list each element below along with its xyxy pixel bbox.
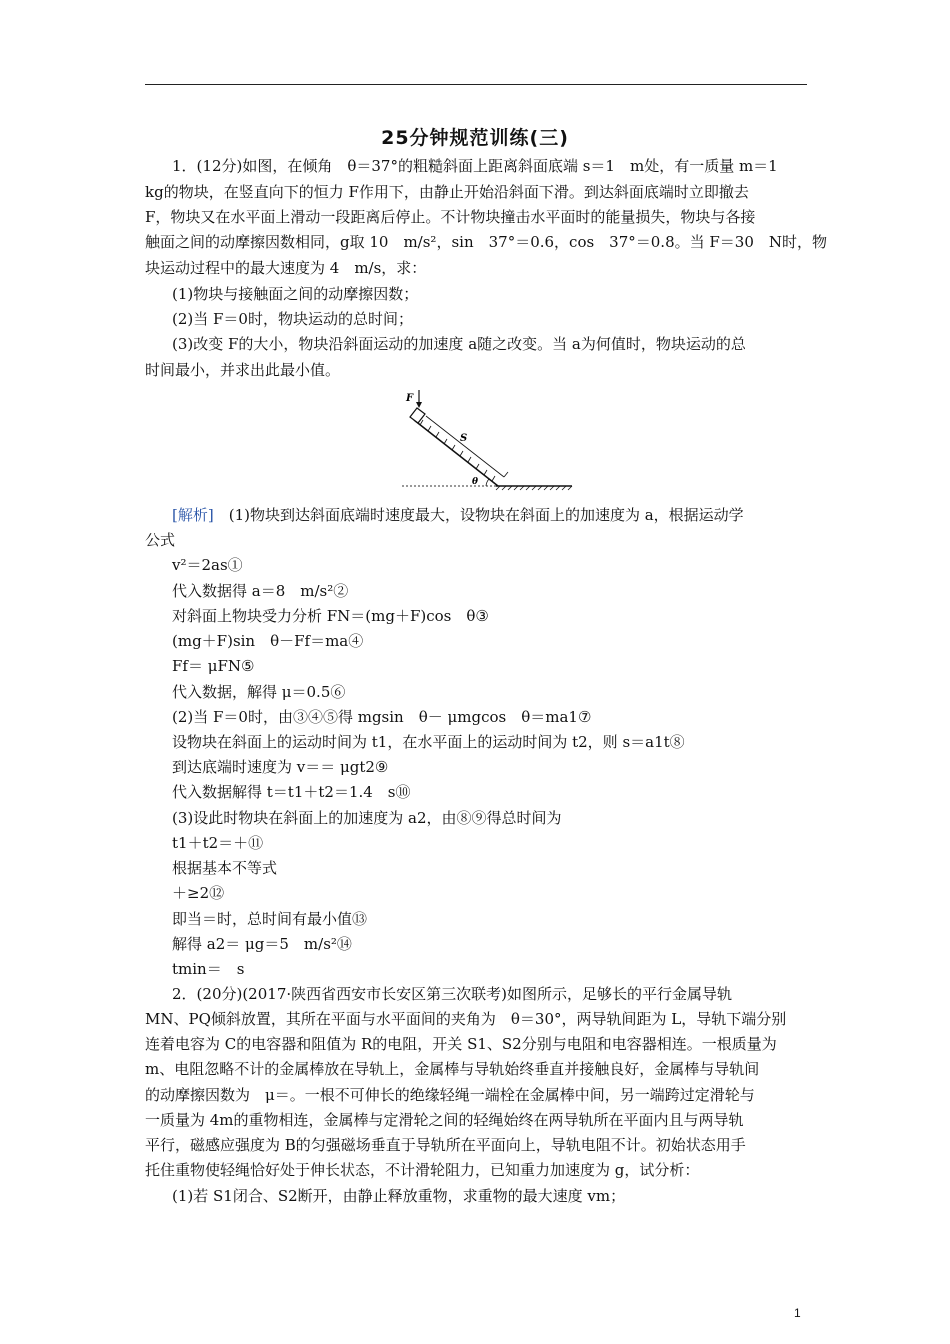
- q2-text-line: 2．(20分)(2017·陕西省西安市长安区第三次联考)如图所示，足够长的平行金属导轨: [172, 985, 732, 1003]
- solution-step: 代入数据，解得 μ＝0.5⑥: [172, 683, 346, 701]
- q2-text-line: 托住重物使轻绳恰好处于伸长状态，不计滑轮阻力，已知重力加速度为 g，试分析：: [145, 1161, 700, 1179]
- q2-text-line: 连着电容为 C的电容器和阻值为 R的电阻，开关 S1、S2分别与电阻和电容器相连。一根质量为: [145, 1035, 777, 1053]
- force-arrowhead: [416, 402, 422, 408]
- distance-end-tick: [504, 472, 508, 477]
- solution-step: 设物块在斜面上的运动时间为 t1，在水平面上的运动时间为 t2，则 s＝a1t⑧: [172, 733, 685, 751]
- solution-step: (3)设此时物块在斜面上的加速度为 a2，由⑧⑨得总时间为: [172, 809, 562, 827]
- solution-tag: [解析]: [172, 506, 214, 524]
- q2-subquestion-1: (1)若 S1闭合、S2断开，由静止释放重物，求重物的最大速度 vm；: [172, 1187, 626, 1205]
- distance-line: [426, 416, 504, 477]
- solution-second-line: 公式: [145, 531, 176, 549]
- solution-step: Ff＝ μFN⑤: [172, 657, 255, 675]
- force-label: F: [406, 393, 414, 404]
- solution-step: 代入数据解得 t＝t1＋t2＝1.4 s⑩: [172, 783, 411, 801]
- q2-text-line: m、电阻忽略不计的金属棒放在导轨上，金属棒与导轨始终垂直并接触良好，金属棒与导轨间: [145, 1060, 760, 1078]
- q1-text-line: kg的物块，在竖直向下的恒力 F作用下，由静止开始沿斜面下滑。到达斜面底端时立即撤去: [145, 183, 749, 201]
- incline-diagram: [400, 386, 580, 496]
- distance-label: S: [460, 433, 468, 444]
- solution-first-line: [172, 505, 744, 525]
- q1-text-line: 触面之间的动摩擦因数相同，g取 10 m/s²，sin 37°＝0.6，cos 37°＝0.8。当 F＝30 N时，物: [145, 233, 828, 251]
- q2-text-line: 一质量为 4m的重物相连，金属棒与定滑轮之间的轻绳始终在两导轨所在平面内且与两导轨: [145, 1111, 744, 1129]
- q2-text-line: MN、PQ倾斜放置，其所在平面与水平面间的夹角为 θ＝30°，两导轨间距为 L，导轨下端分别: [145, 1010, 787, 1028]
- q1-text-line: F，物块又在水平面上滑动一段距离后停止。不计物块撞击水平面时的能量损失，物块与各接: [145, 208, 756, 226]
- solution-step: ＋≥2⑫: [172, 884, 225, 902]
- incline-surface: [414, 420, 498, 486]
- solution-step: (mg＋F)sin θ－Ff＝ma④: [172, 632, 364, 650]
- solution-step: v²＝2as①: [172, 556, 243, 574]
- solution-first-text: (1)物块到达斜面底端时速度最大，设物块在斜面上的加速度为 a，根据运动学: [213, 506, 744, 524]
- page-number: 1: [794, 1306, 801, 1320]
- solution-step: 即当＝时，总时间有最小值⑬: [172, 910, 368, 928]
- solution-step: 代入数据得 a＝8 m/s²②: [172, 582, 349, 600]
- solution-step: t1＋t2＝＋⑪: [172, 834, 264, 852]
- solution-step: tmin＝ s: [172, 960, 245, 978]
- solution-step: 根据基本不等式: [172, 859, 278, 877]
- q1-subquestion-3: (3)改变 F的大小，物块沿斜面运动的加速度 a随之改变。当 a为何值时，物块运动的总: [172, 335, 746, 353]
- q1-text-line: 块运动过程中的最大速度为 4 m/s，求：: [145, 259, 427, 277]
- angle-label: θ: [472, 477, 479, 487]
- header-rule: [145, 84, 807, 85]
- q1-subquestion-2: (2)当 F＝0时，物块运动的总时间；: [172, 310, 413, 328]
- page-title: 25分钟规范训练(三): [381, 127, 569, 149]
- q2-text-line: 的动摩擦因数为 μ＝。一根不可伸长的绝缘轻绳一端栓在金属棒中间，另一端跨过定滑轮与: [145, 1086, 755, 1104]
- solution-step: 到达底端时速度为 v＝＝ μgt2⑨: [172, 758, 389, 776]
- angle-arc: [486, 479, 489, 486]
- solution-step: 解得 a2＝ μg＝5 m/s²⑭: [172, 935, 352, 953]
- solution-step: 对斜面上物块受力分析 FN＝(mg＋F)cos θ③: [172, 607, 489, 625]
- incline-hatching: [420, 420, 495, 481]
- q1-text-line: 1．(12分)如图，在倾角 θ＝37°的粗糙斜面上距离斜面底端 s＝1 m处，有一质量 m＝1: [172, 157, 778, 175]
- solution-step: (2)当 F＝0时，由③④⑤得 mgsin θ－ μmgcos θ＝ma1⑦: [172, 708, 592, 726]
- incline-figure: [400, 386, 580, 496]
- q2-text-line: 平行，磁感应强度为 B的匀强磁场垂直于导轨所在平面向上，导轨电阻不计。初始状态用手: [145, 1136, 746, 1154]
- q1-subquestion-1: (1)物块与接触面之间的动摩擦因数；: [172, 285, 419, 303]
- q1-subquestion-3-cont: 时间最小，并求出此最小值。: [145, 361, 341, 379]
